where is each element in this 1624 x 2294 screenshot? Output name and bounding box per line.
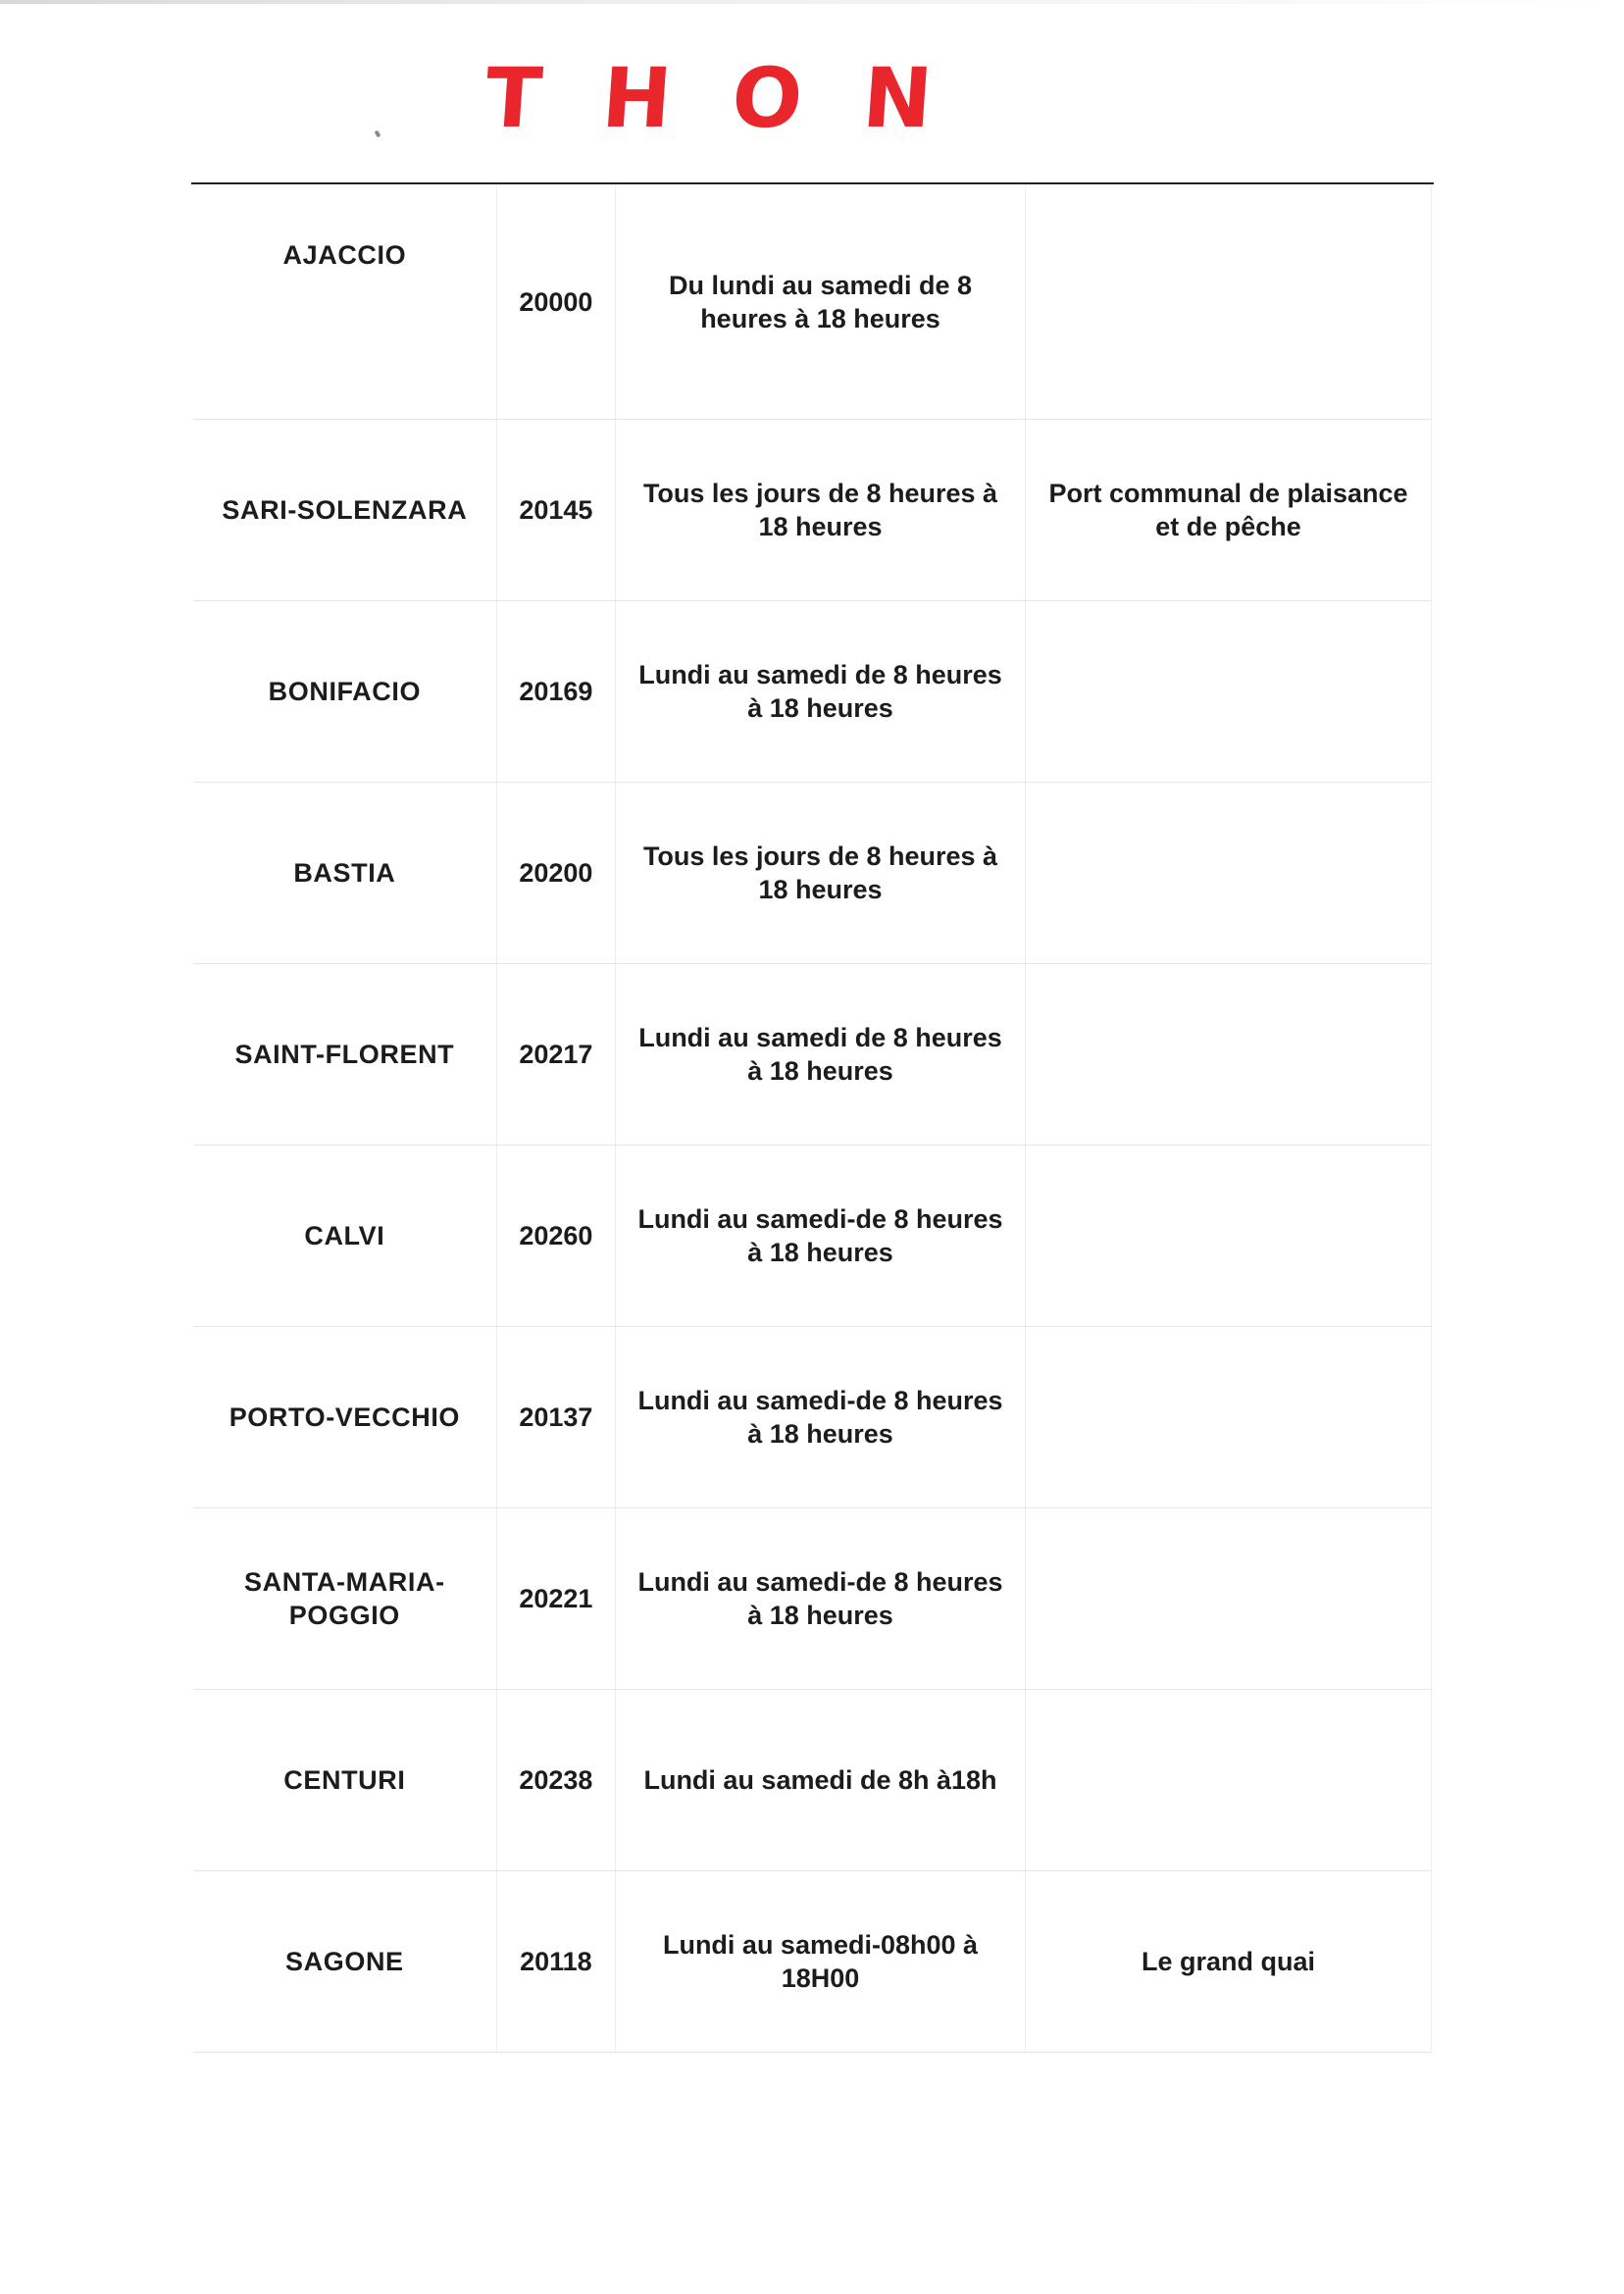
postal-code-cell: 20238	[496, 1690, 615, 1871]
postal-code-cell: 20118	[496, 1871, 615, 2053]
table-row	[193, 185, 1432, 420]
location-cell: Port communal de plaisance et de pêche	[1026, 420, 1432, 601]
location-cell: Le grand quai	[1026, 1871, 1432, 2053]
table-row	[193, 1508, 1432, 1690]
handwritten-title: THON	[482, 50, 996, 146]
location-cell	[1026, 601, 1432, 783]
table-row	[193, 601, 1432, 783]
table-row	[193, 1327, 1432, 1508]
postal-code-cell: 20217	[496, 964, 615, 1146]
city-cell: BASTIA	[193, 783, 496, 964]
scan-edge	[0, 0, 1624, 4]
table-row	[193, 1871, 1432, 2053]
city-cell: SARI-SOLENZARA	[193, 420, 496, 601]
hours-cell: Tous les jours de 8 heures à 18 heures	[616, 783, 1026, 964]
location-cell	[1026, 185, 1432, 420]
city-cell: PORTO-VECCHIO	[193, 1327, 496, 1508]
location-cell	[1026, 783, 1432, 964]
postal-code-cell: 20137	[496, 1327, 615, 1508]
table-row	[193, 1690, 1432, 1871]
hours-cell: Lundi au samedi de 8 heures à 18 heures	[616, 964, 1026, 1146]
postal-code-cell: 20200	[496, 783, 615, 964]
city-cell: CENTURI	[193, 1690, 496, 1871]
city-cell: BONIFACIO	[193, 601, 496, 783]
hours-cell: Tous les jours de 8 heures à 18 heures	[616, 420, 1026, 601]
city-cell: SAINT-FLORENT	[193, 964, 496, 1146]
table-row	[193, 420, 1432, 601]
hours-cell: Lundi au samedi-de 8 heures à 18 heures	[616, 1146, 1026, 1327]
hours-cell: Lundi au samedi de 8 heures à 18 heures	[616, 601, 1026, 783]
location-cell	[1026, 1508, 1432, 1690]
postal-code-cell: 20145	[496, 420, 615, 601]
postal-code-cell: 20221	[496, 1508, 615, 1690]
city-cell: CALVI	[193, 1146, 496, 1327]
hours-cell: Lundi au samedi de 8h à18h	[616, 1690, 1026, 1871]
postal-code-cell: 20260	[496, 1146, 615, 1327]
hours-cell: Lundi au samedi-de 8 heures à 18 heures	[616, 1327, 1026, 1508]
postal-code-cell: 20169	[496, 601, 615, 783]
table-row	[193, 964, 1432, 1146]
location-cell	[1026, 1327, 1432, 1508]
table-row	[193, 783, 1432, 964]
hours-cell: Lundi au samedi-08h00 à 18H00	[616, 1871, 1026, 2053]
postal-code-cell: 20000	[496, 185, 615, 420]
scan-speck	[375, 129, 381, 137]
header-rule	[191, 182, 1434, 184]
table-row	[193, 1146, 1432, 1327]
city-cell: SANTA-MARIA-POGGIO	[193, 1508, 496, 1690]
city-cell: AJACCIO	[193, 185, 496, 420]
location-cell	[1026, 1690, 1432, 1871]
location-cell	[1026, 964, 1432, 1146]
port-schedule-table	[193, 185, 1432, 2053]
city-cell: SAGONE	[193, 1871, 496, 2053]
hours-cell: Lundi au samedi-de 8 heures à 18 heures	[616, 1508, 1026, 1690]
hours-cell: Du lundi au samedi de 8 heures à 18 heures	[616, 185, 1026, 420]
location-cell	[1026, 1146, 1432, 1327]
